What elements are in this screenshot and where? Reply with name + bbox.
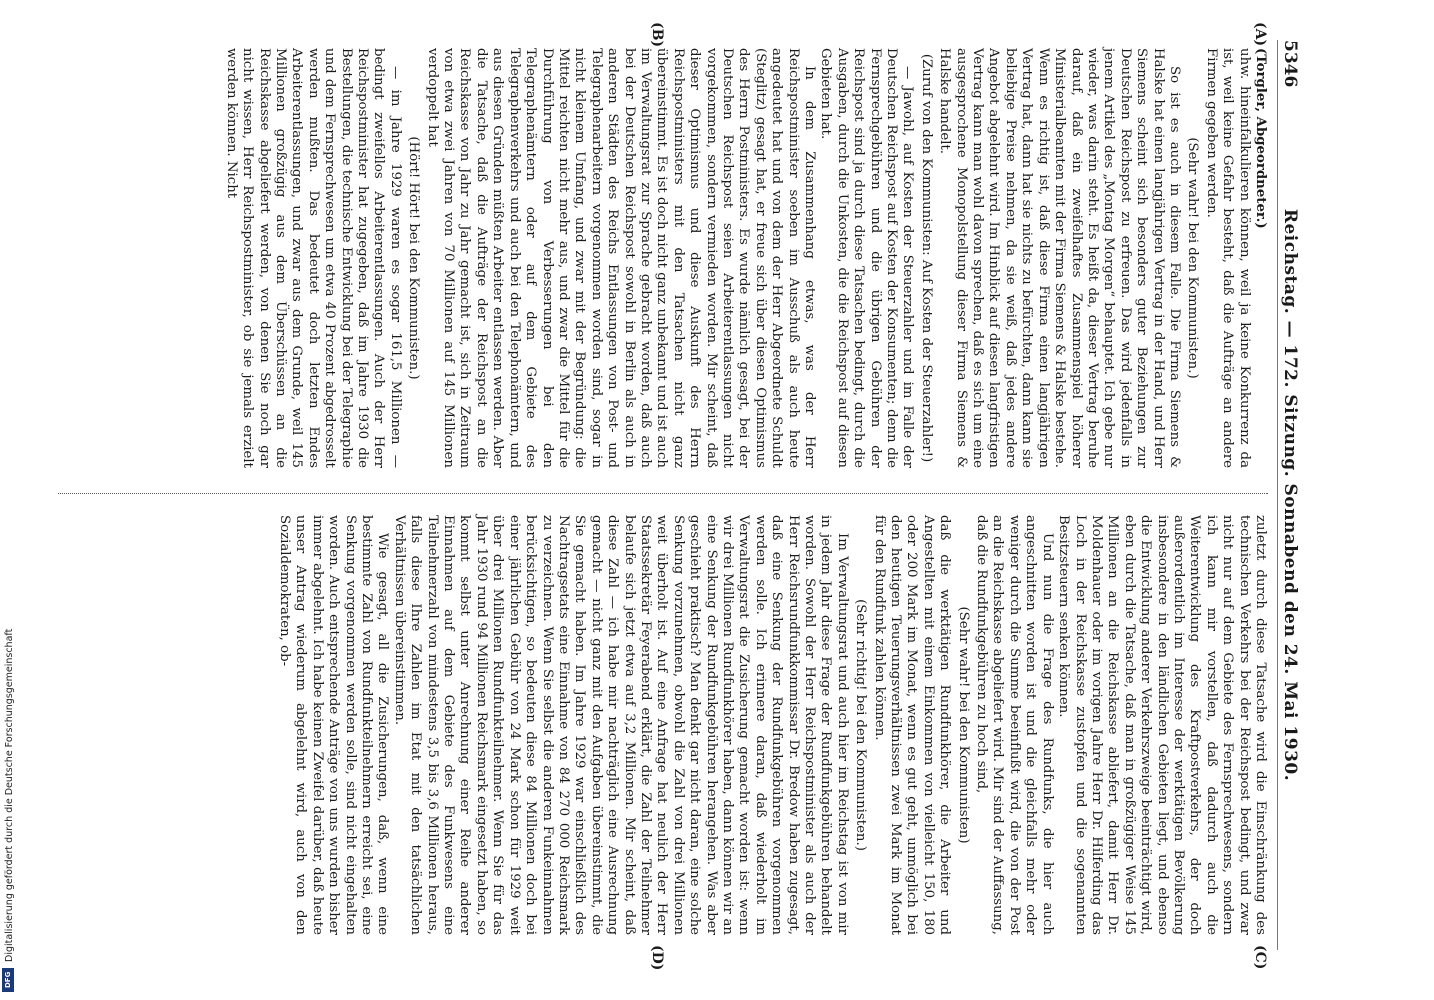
margin-mark-d: (D): [649, 945, 665, 971]
page-header: [1277, 40, 1302, 950]
margin-mark-c: (C): [1252, 945, 1268, 970]
paragraph: In dem Zusammenhang etwas, was der Herr Reichspostminister soeben im Ausschuß als auch heute angedeutet hat und von dem der Herr Abgeordnete Schuldt (Steglitz) gesagt hat, er freue sich über diesen Optimismus des Herrn Postministers. Es wurde nämlich gesagt, bei der Deutschen Reichspost seien Arbeiterentlassungen nicht vorgekommen, sondern vermieden worden. Mir scheint, daß dieser Optimismus und diese Auskunft des Herrn Reichspostministers mit den Tatsachen nicht ganz übereinstimmt. Es ist doch nicht ganz unbekannt und ist auch im Verwaltungsrat zur Sprache gebracht worden, daß auch bei der Deutschen Reichspost sowohl in Berlin als auch in anderen Städten des Reichs Entlassungen von Post- und Telegraphenarbeitern vorgenommen worden sind, sogar in nicht kleinem Umfang, und zwar mit der Begründung: die Mittel reichten nicht mehr aus, und zwar die Mittel für die Durchführung von Verbesserungen bei den Telegraphenämtern oder auf dem Gebiete des Telegraphenverkehrs und auch bei den Telephonämtern, und aus diesen Gründen müßten Arbeiter entlassen werden. Aber die Tatsache, daß die Aufträge der Reichspost an die Reichskasse von Jahr zu Jahr gemacht ist, sich in Zeitraum von etwa zwei Jahren von 70 Millionen auf 145 Millionen verdoppelt hat: [424, 48, 818, 468]
paragraph: Im Verwaltungsrat und auch hier im Reichstag ist von mir in jedem Jahr diese Frage der Rundfunkgebühren behandelt worden. Sowohl der Herr Reichspostminister als auch der Herr Reichsrundfunkkommissar Dr. Bredow haben zugesagt, daß eine Senkung der Rundfunkgebühren vorgenommen werden solle. Ich erinnere daran, daß wiederholt im Verwaltungsrat die Zusicherung gemacht worden ist: wenn wir drei Millionen Rundfunkhörer haben, dann können wir an eine Senkung der Rundfunkgebühren herangehen. Was aber geschieht praktisch? Man denkt gar nicht daran, eine solche Senkung vorzunehmen, obwohl die Zahl von drei Millionen weit überholt ist. Auf eine Anfrage hat neulich der Herr Staatssekretär Feyerabend erklärt, die Zahl der Teilnehmer belaufe sich jetzt etwa auf 3,2 Millionen. Mir scheint, daß diese Zahl — ich habe mir nachträglich eine Ausrechnung gemacht — nicht ganz mit den Aufgaben übereinstimmt, die Sie gemacht haben. Im Jahre 1929 war einschließlich des Nachtragsetats eine Einnahme von 84 270 000 Reichsmark zu verzeichnen. Wenn Sie selbst die anderen Funkeinnahmen berücksichtigen, so bedeuten diese 84 Millionen doch bei einer jährlichen Gebühr von 24 Mark schon für 1929 weit über drei Millionen Rundfunkteilnehmer. Wenn Sie für das Jahr 1930 rund 94 Millionen Reichsmark eingesetzt haben, so kommt selbst unter Anrechnung einer Reihe anderer Einnahmen auf dem Gebiete des Funkwesens eine Teilnehmerzahl von mindestens 3,5 bis 3,6 Millionen heraus, falls diese Ihre Zahlen im Etat mit den tatsächlichen Verhältnissen übereinstimmen.: [391, 515, 850, 935]
paragraph: uhw. hineinfalkulieren können, weil ja keine Konkurrenz da ist, weil keine Gefahr besteht, daß die Aufträge an andere Firmen gegeben werden.: [1203, 48, 1252, 468]
paragraph: — im Jahre 1929 waren es sogar 161,5 Millionen — bedingt zweifellos Arbeiterentlassungen. Auch der Herr Reichspostminister hat zugegeben, daß im Jahre 1930 die Bestellungen, die technische Entwicklung bei der Telegraphie und dem Fernsprechwesen um etwa 40 Prozent abgedrosselt werden mußten. Das bedeutet doch letzten Endes Arbeiterentlassungen, und zwar aus dem Grunde, weil 145 Millionen großzügig aus dem Überschüssen an die Reichskasse abgeliefert werden, von denen Sie noch gar nicht wissen, Herr Reichspostminister, ob sie jemals erzielt werden können. Nicht: [223, 48, 403, 468]
footer-strip: [0, 0, 20, 1000]
paragraph: — Jawohl, auf Kosten der Steuerzahler und im Falle der Deutschen Reichspost auf Kosten der Konsumenten; denn die Fernsprechgebühren und die übrigen Gebühren der Reichspost sind ja durch diese Tatsachen bedingt, durch die Ausgaben, durch die Unkosten, die die Reichspost auf diesen Gebieten hat.: [818, 48, 916, 468]
paragraph: Wie gesagt, all die Zusicherungen, daß, wenn eine bestimmte Zahl von Rundfunkteilnehmern erreicht sei, eine Senkung vorgenommen werden solle, sind nicht eingehalten worden. Auch entsprechende Anträge von uns wurden bisher immer abgelehnt. Ich habe keinen Zweifel darüber, daß heute unser Antrag wiederum abgelehnt wird, auch von den Sozialdemokraten, ob-: [277, 515, 391, 935]
margin-mark-a: (A): [1252, 22, 1268, 47]
left-column: [222, 48, 1268, 468]
page-title: Reichstag. — 172. Sitzung. Sonnabend den 24. Mai 1930.: [1280, 208, 1300, 782]
digitization-credit: Digitalisierung gefördert durch die Deutsche Forschungsgemeinschaft: [4, 628, 15, 962]
interjection: (Hört! Hört! bei den Kommunisten.): [406, 136, 422, 380]
interjection: (Sehr richtig! bei den Kommunisten.): [853, 599, 869, 851]
column-divider: [58, 493, 1268, 494]
paragraph: daß die werktätigen Rundfunkhörer, die Arbeiter und Angestellten mit einem Einkommen von vielleicht 150, 180 oder 200 Mark im Monat, wenn es gut geht, unmöglich bei den heutigen Teuerungsverhältnissen zwei Mark im Monat für den Rundfunk zahlen können.: [871, 515, 953, 935]
page-number: 5346: [1280, 40, 1300, 88]
dfg-logo: DFG: [2, 968, 14, 992]
speaker-name: (Torgler, Abgeordneter.): [1253, 48, 1268, 229]
interjection: (Sehr wahr! bei den Kommunisten.): [1185, 137, 1201, 379]
right-column: [276, 515, 1268, 935]
paragraph: So ist es auch in diesem Falle. Die Firma Siemens & Halske hat einen langjährigen Vertrag in der Hand, und Herr Siemens scheint sich besonders guter Beziehungen zur Deutschen Reichspost zu erfreuen. Das wird jedenfalls in jenem Artikel des „Montag Morgen“ behauptet. Ich gebe nur wieder, was darin steht. Es heißt da, dieser Vertrag beruhe darauf, daß ein zweifelhaftes Zusammenspiel höherer Ministerialbeamten mit der Firma Siemens & Halske bestehe. Wenn es richtig ist, daß diese Firma einen langjährigen Vertrag hat, dann hat sie nichts zu befürchten, dann kann sie beliebige Preise nehmen, da sie weiß, daß jedes andere Angebot abgelehnt wird. Im Hinblick auf diesen langfristigen Vertrag kann man wohl davon sprechen, daß es sich um eine ausgesprochene Monopolstellung dieser Firma Siemens & Halske handelt.: [937, 48, 1182, 468]
paragraph: Und nun die Frage des Rundfunks, die hier auch angeschnitten worden ist und die gleichfalls mehr oder weniger durch die Summe beeinflußt wird, die von der Post an die Reichskasse abgeliefert wird. Mir sind der Auffassung, daß die Rundfunkgebühren zu hoch sind,: [974, 515, 1055, 935]
interjection: (Zuruf von den Kommunisten: Auf Kosten der Steuerzahler!): [918, 53, 934, 463]
interjection: (Sehr wahr! bei den Kommunisten): [955, 606, 971, 844]
paragraph: zuletzt durch diese Tatsache wird die Einschränkung des technischen Verkehrs bei der Reichspost bedingt, und zwar nicht nur auf dem Gebiete des Fernsprechwesens, sondern ich kann mir vorstellen, daß dadurch auch die Weiterentwicklung des Kraftpostverkehrs, der doch außerordentlich im Interesse der werktätigen Bevölkerung insbesondere in den ländlichen Gebieten liegt, und ebenso die Entwicklung anderer Verkehrszweige beeinträchtigt wird, eben durch die Tatsache, daß man in großzügiger Weise 145 Millionen an die Reichskasse abliefert, damit Herr Dr. Moldenhauer oder im vorigen Jahre Herr Dr. Hilferding das Loch in der Reichskasse zustopfen und die sogenannten Besitzsteuern senken können.: [1056, 515, 1268, 935]
margin-mark-b: (B): [649, 22, 665, 48]
